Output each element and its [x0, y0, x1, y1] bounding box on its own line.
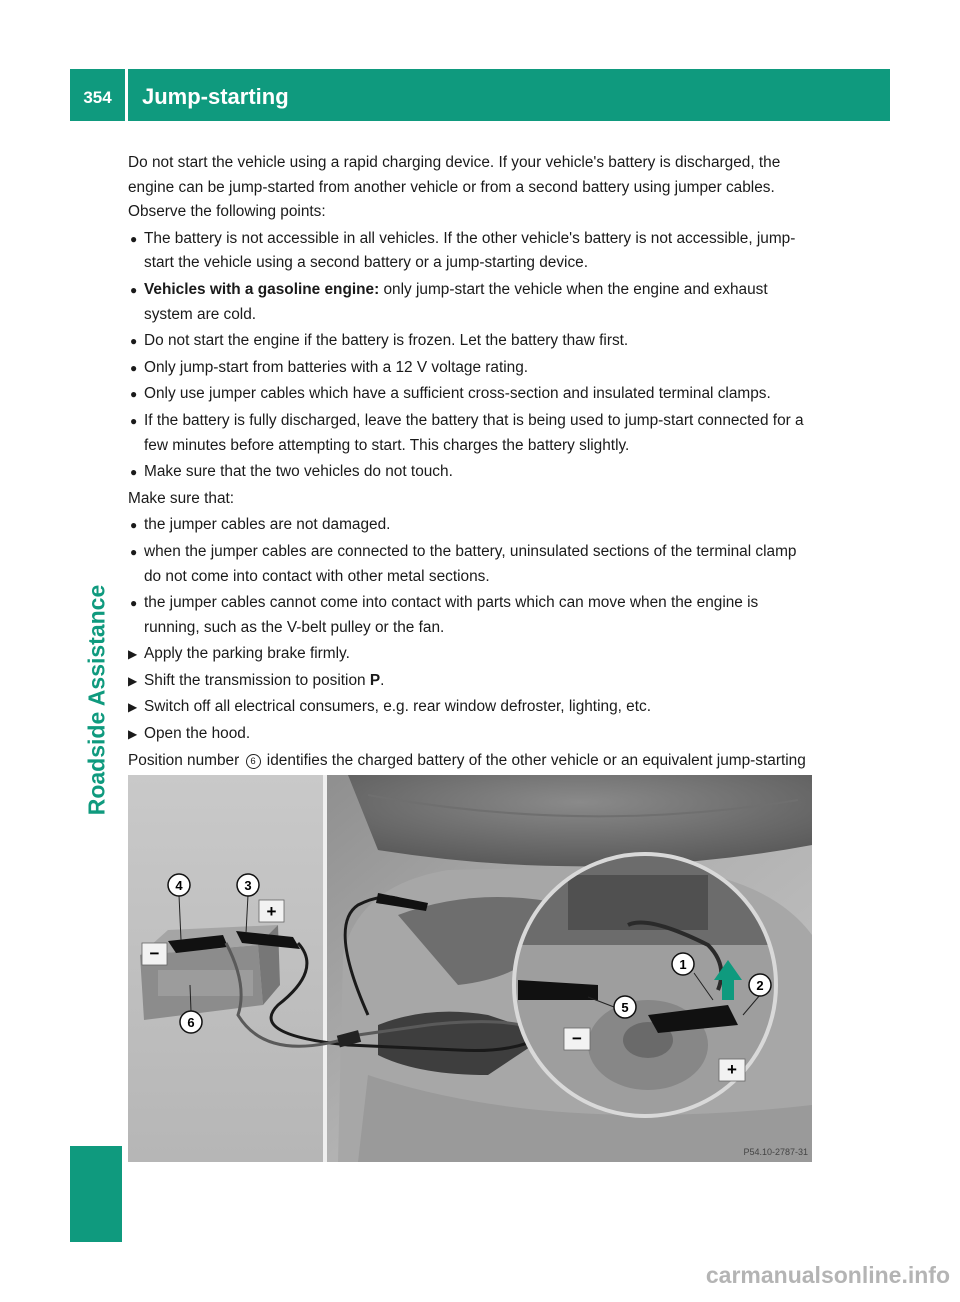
footer-watermark: carmanualsonline.info — [705, 1262, 950, 1288]
arrow-right-icon: ▶ — [128, 673, 138, 688]
bullet-icon: ● — [130, 334, 138, 349]
step-item: ▶ Open the hood. — [128, 722, 812, 747]
arrow-right-icon: ▶ — [128, 700, 138, 715]
bullet-icon: ● — [130, 596, 138, 611]
bullet-icon: ● — [130, 465, 138, 480]
bullet-icon: ● — [130, 544, 138, 559]
points-list — [128, 227, 812, 485]
bullet-icon: ● — [130, 360, 138, 375]
main-content — [128, 151, 812, 800]
make-sure-list — [128, 513, 812, 640]
side-section-label: Roadside Assistance — [83, 584, 110, 816]
list-item: ● the jumper cables are not damaged. — [128, 513, 812, 538]
callout-2 — [749, 974, 771, 996]
position-note: Position number 6 identifies the charged battery of the other vehicle or an equivalent jump-starting — [128, 751, 806, 769]
minus-sign-car — [564, 1028, 590, 1050]
step-item: ▶ Switch off all electrical consumers, e.g. rear window defroster, lighting, etc. — [128, 695, 812, 720]
step-item: ▶ Apply the parking brake firmly. — [128, 642, 812, 667]
bullet-icon: ● — [130, 518, 138, 533]
hood — [348, 775, 812, 866]
svg-text:3: 3 — [244, 878, 252, 893]
panel-divider — [323, 775, 327, 1162]
svg-text:6: 6 — [187, 1015, 195, 1030]
arrow-right-icon: ▶ — [128, 727, 138, 742]
svg-text:+: + — [727, 1060, 737, 1079]
list-item: ● Do not start the engine if the battery is frozen. Let the battery thaw first. — [128, 329, 812, 354]
list-item: ● Vehicles with a gasoline engine: only jump-start the vehicle when the engine and exhaust system are cold. — [128, 278, 812, 327]
header-divider — [125, 69, 128, 121]
side-tab — [70, 1146, 122, 1242]
bullet-icon: ● — [130, 413, 138, 428]
chapter-title: Jump-starting — [142, 84, 289, 109]
svg-text:+: + — [266, 902, 277, 921]
list-item: ● Make sure that the two vehicles do not touch. — [128, 460, 812, 485]
svg-text:2: 2 — [756, 978, 764, 993]
plus-sign-car — [719, 1059, 745, 1081]
list-item: ● the jumper cables cannot come into contact with parts which can move when the engine is running, such as the V-belt pulley or the fan. — [128, 591, 812, 640]
arrow-right-icon: ▶ — [128, 647, 138, 662]
steps-list — [128, 642, 812, 746]
callout-6 — [180, 1011, 202, 1033]
page-number: 354 — [83, 88, 112, 107]
svg-text:1: 1 — [679, 957, 687, 972]
callout-1 — [672, 953, 694, 975]
callout-6-icon: 6 — [246, 754, 261, 769]
gasoline-label: Vehicles with a gasoline engine: — [144, 280, 380, 298]
callout-5 — [614, 996, 636, 1018]
list-item: ● If the battery is fully discharged, leave the battery that is being used to jump-start connected for a few minutes before attempting to start. This charges the battery slightly. — [128, 409, 812, 458]
list-item: ● Only use jumper cables which have a sufficient cross-section and insulated terminal clamps. — [128, 382, 812, 407]
step-item: ▶ Shift the transmission to position P. — [128, 669, 812, 694]
intro-paragraph: Do not start the vehicle using a rapid charging device. If your vehicle's battery is discharged, the engine can be jump-started from another vehicle or from a second battery using jumper cables. Observe the following points: — [128, 154, 781, 221]
list-item: ● Only jump-start from batteries with a 12 V voltage rating. — [128, 356, 812, 381]
plus-sign-battery — [259, 900, 284, 922]
illustration-svg — [128, 775, 812, 1162]
bullet-icon: ● — [130, 387, 138, 402]
position-p: P — [369, 671, 381, 689]
svg-text:−: − — [149, 944, 160, 963]
callout-3 — [237, 874, 259, 896]
list-item: ● The battery is not accessible in all vehicles. If the other vehicle's battery is not accessible, jump-start the vehicle using a second battery or a jump-starting device. — [128, 227, 812, 276]
callout-4 — [168, 874, 190, 896]
jump-start-illustration — [128, 775, 812, 1162]
make-sure-heading: Make sure that: — [128, 489, 235, 507]
list-item: ● when the jumper cables are connected to the battery, uninsulated sections of the terminal clamp do not come into contact with other metal sections. — [128, 540, 812, 589]
svg-text:−: − — [572, 1029, 582, 1048]
svg-text:4: 4 — [175, 878, 183, 893]
figure-code: P54.10-2787-31 — [743, 1147, 808, 1157]
minus-sign-battery — [142, 943, 167, 965]
svg-text:5: 5 — [621, 1000, 629, 1015]
bullet-icon: ● — [130, 282, 138, 297]
bullet-icon: ● — [130, 231, 138, 246]
